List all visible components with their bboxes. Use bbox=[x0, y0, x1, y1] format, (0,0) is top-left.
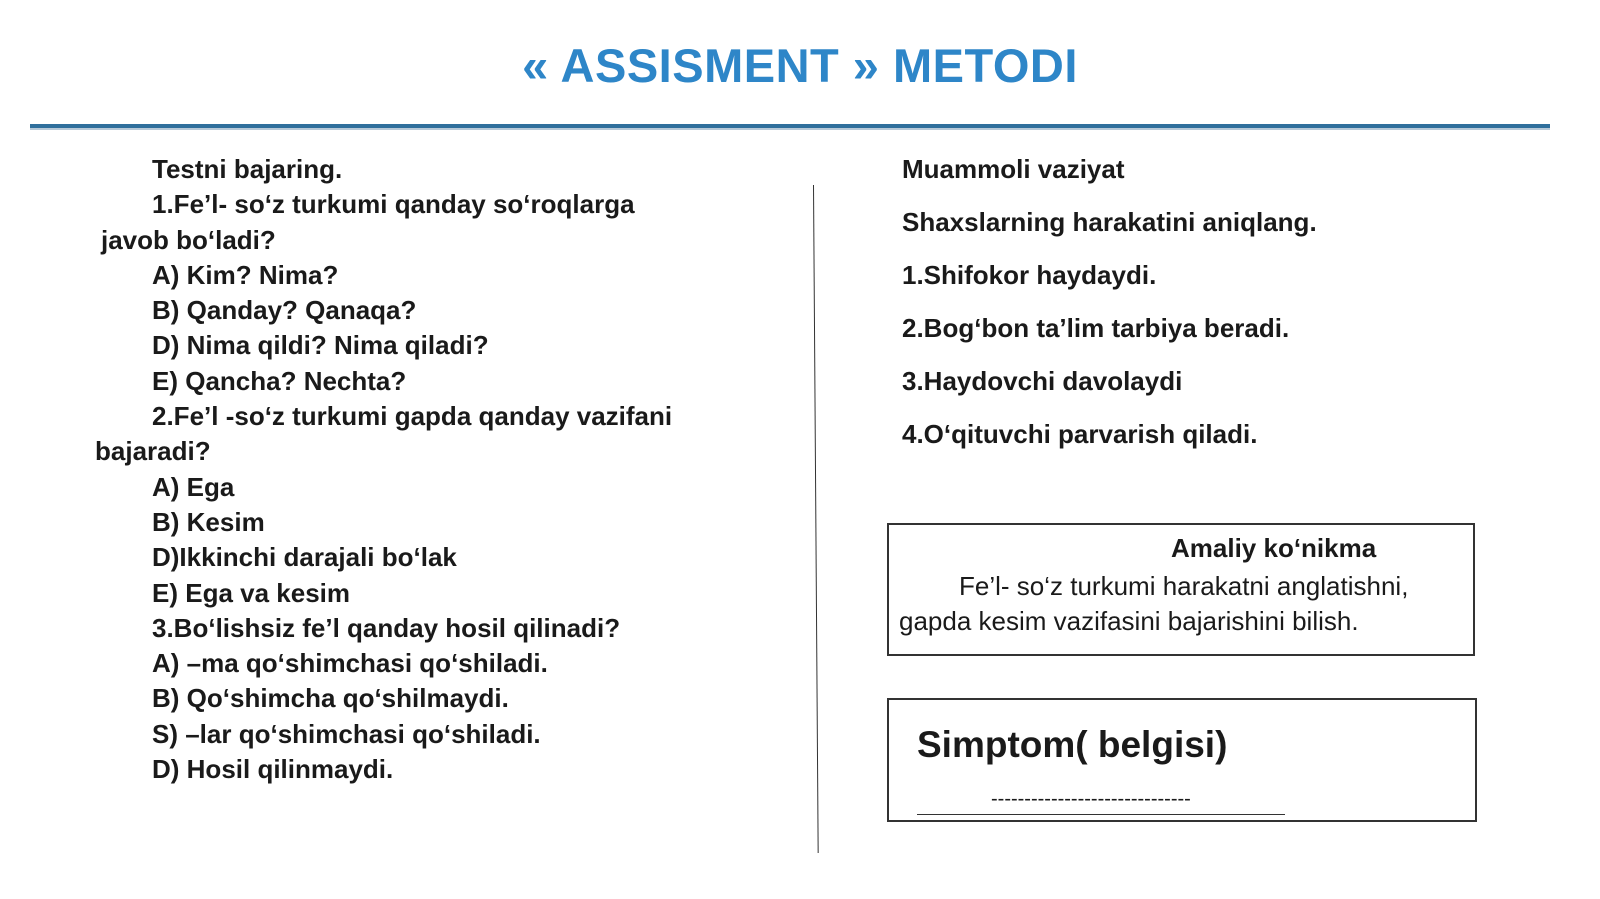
practical-skill-line-1: Fe’l- so‘z turkumi harakatni anglatishni, bbox=[959, 571, 1409, 601]
practical-skill-line-2: gapda kesim vazifasini bajarishini bilish. bbox=[899, 606, 1359, 636]
column-divider bbox=[813, 185, 819, 853]
problem-item-3: 3.Haydovchi davolaydi bbox=[902, 366, 1183, 396]
symptom-blank: ------------------------------ bbox=[991, 788, 1191, 810]
q1-option-b: B) Qanday? Qanaqa? bbox=[152, 295, 417, 326]
symptom-box bbox=[887, 698, 1477, 822]
question-1: 1.Fe’l- so‘z turkumi qanday so‘roqlarga bbox=[152, 189, 635, 220]
q3-option-d: D) Hosil qilinmaydi. bbox=[152, 754, 394, 785]
problem-section bbox=[902, 152, 1542, 470]
q1-option-d: D) Nima qildi? Nima qiladi? bbox=[152, 330, 489, 361]
test-heading: Testni bajaring. bbox=[152, 154, 343, 184]
q2-option-a: A) Ega bbox=[152, 471, 235, 502]
practical-skill-box bbox=[887, 523, 1475, 656]
question-2: 2.Fe’l -so‘z turkumi gapda qanday vazifani bbox=[152, 401, 673, 432]
problem-instruction: Shaxslarning harakatini aniqlang. bbox=[902, 207, 1317, 237]
q2-option-e: E) Ega va kesim bbox=[152, 577, 350, 608]
title-divider-shadow bbox=[30, 128, 1550, 130]
q2-option-b: B) Kesim bbox=[152, 506, 265, 537]
q1-option-e: E) Qancha? Nechta? bbox=[152, 365, 407, 396]
problem-item-2: 2.Bog‘bon ta’lim tarbiya beradi. bbox=[902, 313, 1290, 343]
problem-heading: Muammoli vaziyat bbox=[902, 154, 1125, 184]
q3-option-b: B) Qo‘shimcha qo‘shilmaydi. bbox=[152, 683, 509, 714]
test-section bbox=[95, 152, 795, 787]
question-3: 3.Bo‘lishsiz fe’l qanday hosil qilinadi? bbox=[152, 612, 621, 643]
q3-option-a: A) –ma qo‘shimchasi qo‘shiladi. bbox=[152, 648, 548, 679]
problem-item-1: 1.Shifokor haydaydi. bbox=[902, 260, 1157, 290]
practical-skill-text bbox=[899, 569, 1469, 639]
question-2-cont: bajaradi? bbox=[95, 436, 211, 467]
page-title: « ASSISMENT » METODI bbox=[522, 39, 1078, 92]
problem-item-4: 4.O‘qituvchi parvarish qiladi. bbox=[902, 419, 1258, 449]
symptom-underline bbox=[917, 814, 1285, 815]
q2-option-d: D)Ikkinchi darajali bo‘lak bbox=[152, 542, 457, 573]
symptom-title: Simptom( belgisi) bbox=[917, 724, 1228, 765]
q1-option-a: A) Kim? Nima? bbox=[152, 259, 339, 290]
practical-skill-title: Amaliy ko‘nikma bbox=[1171, 533, 1377, 563]
question-1-cont: javob bo‘ladi? bbox=[101, 224, 276, 255]
q3-option-s: S) –lar qo‘shimchasi qo‘shiladi. bbox=[152, 718, 541, 749]
